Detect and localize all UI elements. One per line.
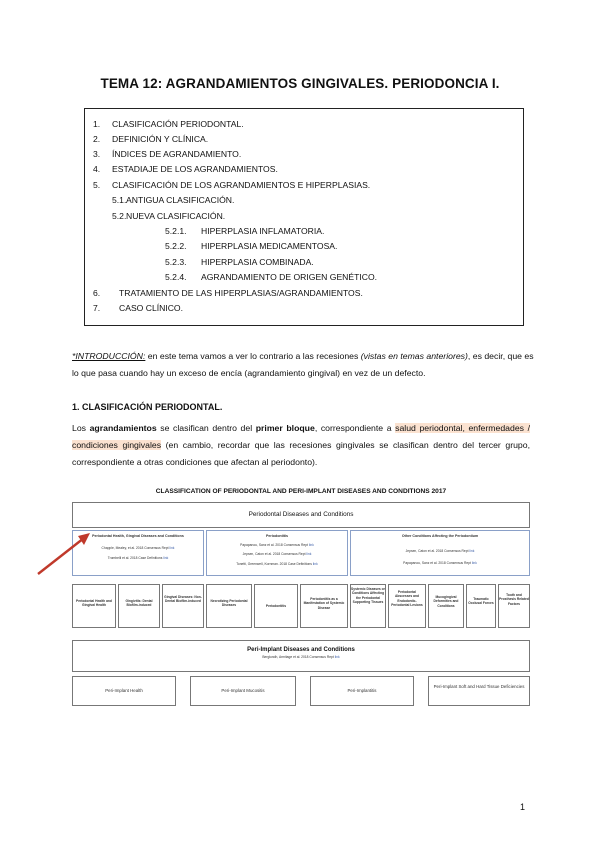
toc-item: 3. ÍNDICES DE AGRANDAMIENTO. <box>93 149 242 159</box>
periodontal-diseases-header: Periodontal Diseases and Conditions <box>72 502 530 528</box>
subcategory-box: Periodontitis <box>254 584 298 628</box>
peri-implant-header: Peri-Implant Diseases and Conditions Berglundh, Armitage et al. 2018 Consensus Rept link <box>72 640 530 672</box>
toc-item: 5.2.4. AGRANDAMIENTO DE ORIGEN GENÉTICO. <box>165 272 378 282</box>
intro-label: *INTRODUCCIÓN: <box>72 351 146 361</box>
toc-item: 6. TRATAMIENTO DE LAS HIPERPLASIAS/AGRANDAMIENTOS. <box>93 288 363 298</box>
toc-item: 5.2.1. HIPERPLASIA INFLAMATORIA. <box>165 226 325 236</box>
subcategory-box: Periodontitis as a Manifestation of Systemic Disease <box>300 584 348 628</box>
subcategory-box: Mucogingival Deformities and Conditions <box>428 584 464 628</box>
toc-item: 5.1.ANTIGUA CLASIFICACIÓN. <box>112 195 235 205</box>
col-gingival-health: Periodontal Health, Gingival Diseases and Conditions Chapple, Mealey, et al. 2018 Consensus Rept link Trombelli et al. 2018 Case Definitions link <box>72 530 204 576</box>
toc-item: 5.2.3. HIPERPLASIA COMBINADA. <box>165 257 314 267</box>
subcategory-box: Periodontal Health and Gingival Health <box>72 584 116 628</box>
highlighted-text: salud periodontal, enfermedades / condiciones gingivales <box>72 423 530 450</box>
col-other-conditions: Other Conditions Affecting the Periodontium Jepsen, Caton et al. 2018 Consensus Rept link Papapanou, Sanz et al. 2018 Consensus Rept link <box>350 530 530 576</box>
section-paragraph: Los agrandamientos se clasifican dentro del primer bloque, correspondiente a salud periodontal, enfermedades / condiciones gingivales (en cambio, recordar que las recesiones gingivales se clasifican dentro del tercer grupo, correspondiente a otras condiciones que afectan al periodonto). <box>72 423 531 467</box>
page-number: 1 <box>520 802 526 812</box>
subcategory-box: Tooth and Prosthesis Related Factors <box>498 584 530 628</box>
subcategory-box: Systemic Diseases or Conditions Affecting the Periodontal Supporting Tissues <box>350 584 386 628</box>
subcategory-box: Traumatic Occlusal Forces <box>466 584 496 628</box>
red-arrow-icon <box>36 528 96 578</box>
toc-item: 5. CLASIFICACIÓN DE LOS AGRANDAMIENTOS E HIPERPLASIAS. <box>93 180 371 190</box>
toc-item: 5.2.2. HIPERPLASIA MEDICAMENTOSA. <box>165 241 338 251</box>
peri-implant-box: Peri-Implantitis <box>310 676 414 706</box>
figure-title: CLASSIFICATION OF PERIODONTAL AND PERI-IMPLANT DISEASES AND CONDITIONS 2017 <box>155 488 447 495</box>
toc-item: 2. DEFINICIÓN Y CLÍNICA. <box>93 134 209 144</box>
page-title: TEMA 12: AGRANDAMIENTOS GINGIVALES. PERIODONCIA I. <box>100 76 500 91</box>
subcategory-box: Gingivitis: Dental Biofilm-induced <box>118 584 160 628</box>
peri-implant-box: Peri-Implant Mucositis <box>190 676 296 706</box>
subcategory-box: Necrotizing Periodontal Diseases <box>206 584 252 628</box>
peri-implant-box: Peri-Implant Health <box>72 676 176 706</box>
introduction-paragraph: *INTRODUCCIÓN: en este tema vamos a ver lo contrario a las recesiones (vistas en temas anteriores), es decir, que es lo que pasa cuando hay un exceso de encía (agrandamiento gingival) en vez de un defecto. <box>72 351 534 378</box>
col-periodontitis: Periodontitis Papapanou, Sanz et al. 2018 Consensus Rept link Jepsen, Caton et al. 2018 Consensus Rept link Tonetti, Greenwell, Kornman. 2018 Case Definitions link <box>206 530 348 576</box>
toc-item: 5.2.NUEVA CLASIFICACIÓN. <box>112 211 226 221</box>
toc-item: 7. CASO CLÍNICO. <box>93 303 183 313</box>
toc-item: 1. CLASIFICACIÓN PERIODONTAL. <box>93 119 244 129</box>
table-of-contents <box>84 108 524 326</box>
section-heading: 1. CLASIFICACIÓN PERIODONTAL. <box>72 402 223 412</box>
subcategory-box: Gingival Diseases: Non-Dental Biofilm-induced <box>162 584 204 628</box>
subcategory-box: Periodontal Abscesses and Endodontic-Periodontal Lesions <box>388 584 426 628</box>
peri-implant-box: Peri-Implant Soft and Hard Tissue Deficiencies <box>428 676 530 706</box>
toc-item: 4. ESTADIAJE DE LOS AGRANDAMIENTOS. <box>93 164 278 174</box>
